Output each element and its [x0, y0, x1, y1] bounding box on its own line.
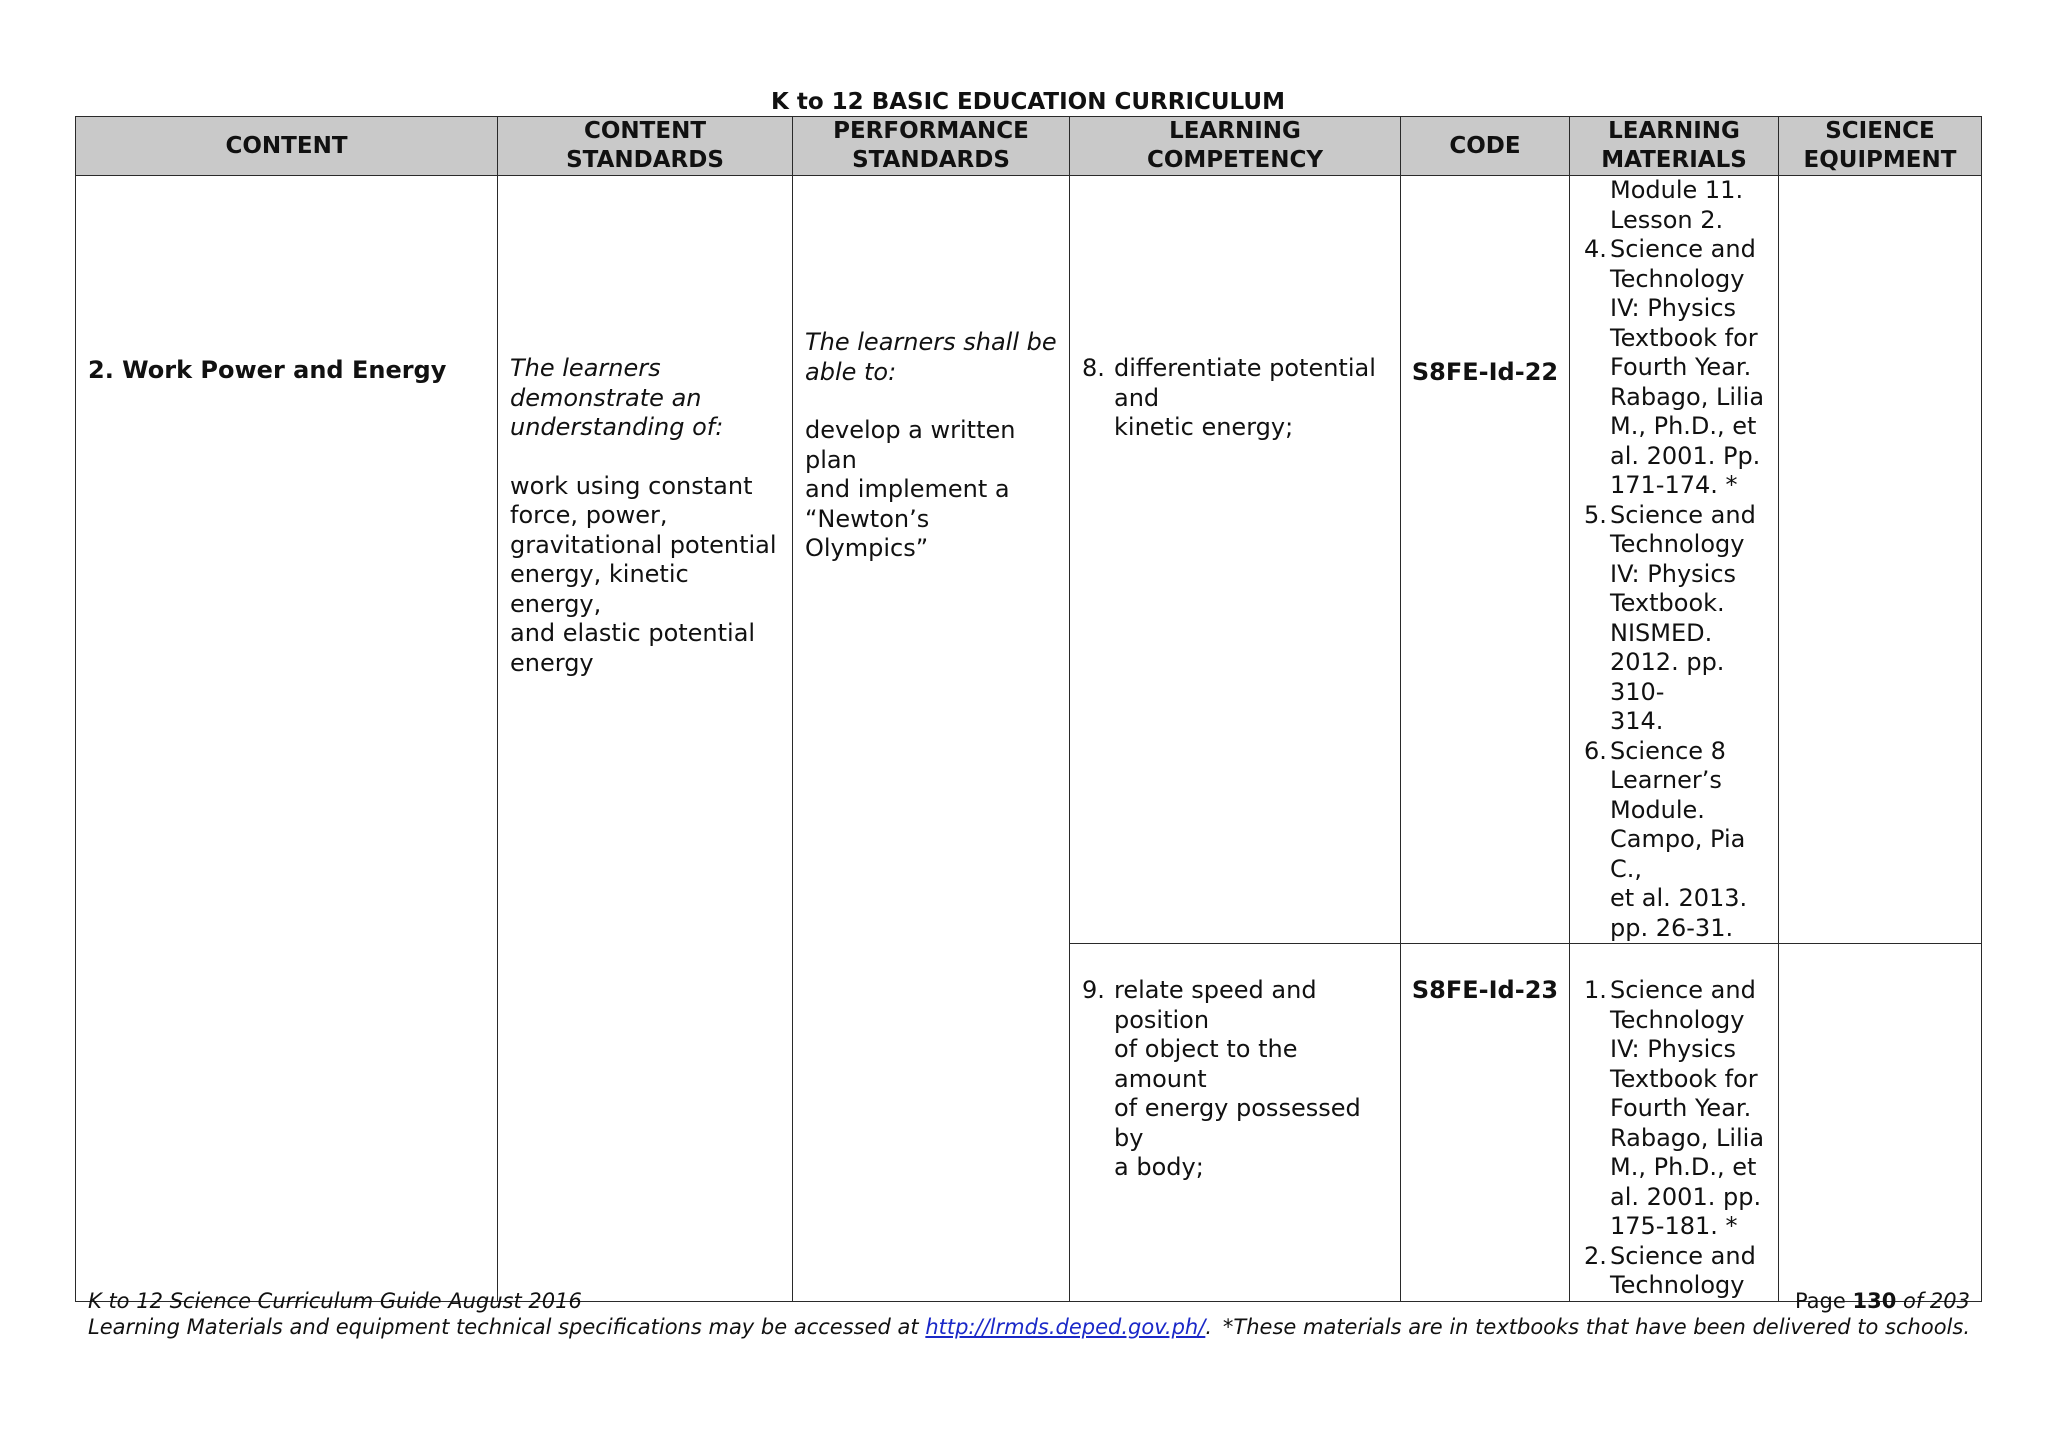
standard-line: develop a written plan — [805, 416, 1016, 474]
material-line: IV: Physics — [1610, 559, 1737, 588]
header-text-line: CONTENT — [583, 118, 707, 144]
material-line: Textbook for — [1610, 1064, 1758, 1093]
performance-standards-cell — [793, 176, 1070, 1302]
material-number: 6. — [1584, 736, 1607, 765]
material-line: Learner’s — [1610, 766, 1722, 794]
material-line: pp. 26-31. — [1610, 913, 1734, 942]
header-science-equipment — [1779, 117, 1982, 176]
competency-cell — [1070, 944, 1401, 1302]
material-line: Science 8 — [1610, 736, 1726, 765]
guide-text: K to 12 Science Curriculum Guide August 2016 — [88, 1289, 582, 1313]
header-content: CONTENT — [76, 117, 498, 176]
page-indicator — [1795, 1288, 1970, 1314]
competency-cell — [1070, 176, 1401, 944]
lrmds-link[interactable]: http://lrmds.deped.gov.ph/ — [925, 1315, 1206, 1339]
material-line: 175-181. * — [1610, 1212, 1738, 1240]
standard-line: energy — [510, 648, 594, 677]
access-text: Learning Materials and equipment technical specifications may be accessed at — [88, 1315, 919, 1339]
header-learning-materials — [1570, 117, 1779, 176]
material-line: 171-174. * — [1610, 471, 1738, 499]
page-number: 130 — [1852, 1289, 1897, 1313]
standard-line: energy, kinetic energy, — [510, 560, 689, 618]
material-line: Technology — [1610, 1005, 1745, 1034]
material-line: Fourth Year. — [1610, 1094, 1752, 1122]
material-line: Technology — [1610, 1271, 1745, 1299]
material-number: 5. — [1584, 500, 1607, 529]
access-end: . — [1205, 1315, 1213, 1339]
material-line: Rabago, Lilia — [1610, 382, 1765, 411]
competency-line: kinetic energy; — [1114, 413, 1294, 441]
material-line: M., Ph.D., et — [1610, 1153, 1757, 1181]
header-text-line: LEARNING — [1608, 118, 1740, 144]
material-number: 2. — [1584, 1241, 1607, 1270]
competency-line: of energy possessed by — [1114, 1094, 1361, 1152]
learning-materials-cell — [1570, 944, 1779, 1302]
material-line: et al. 2013. — [1610, 884, 1748, 912]
curriculum-table — [75, 116, 1982, 1302]
header-text-line: SCIENCE — [1825, 118, 1935, 144]
intro-line: demonstrate an — [510, 383, 702, 412]
material-item — [1584, 737, 1770, 944]
standard-line: work using constant — [510, 471, 753, 500]
table-row — [76, 176, 1982, 944]
page-title: K to 12 BASIC EDUCATION CURRICULUM — [771, 89, 1285, 115]
code-cell: S8FE-Id-22 — [1401, 176, 1570, 944]
material-line: IV: Physics — [1610, 1035, 1737, 1063]
material-line: Technology — [1610, 264, 1745, 293]
standard-line: and implement a — [805, 475, 1010, 503]
material-line: Science and — [1610, 500, 1756, 529]
material-line: M., Ph.D., et — [1610, 412, 1757, 440]
header-text-line: STANDARDS — [852, 147, 1010, 173]
competency-line: relate speed and position — [1114, 976, 1317, 1034]
competency-line: a body; — [1114, 1153, 1204, 1181]
competency-number: 8. — [1082, 354, 1105, 382]
standard-line: and elastic potential — [510, 619, 756, 647]
material-item — [1584, 976, 1770, 1242]
intro-line: able to: — [805, 357, 897, 386]
material-line: Fourth Year. — [1610, 353, 1752, 381]
code-cell: S8FE-Id-23 — [1401, 944, 1570, 1302]
competency-line: of object to the amount — [1114, 1035, 1298, 1093]
material-line: Textbook. — [1610, 589, 1725, 617]
textbook-note: *These materials are in textbooks that have been delivered to schools. — [1222, 1315, 1970, 1339]
standard-line: gravitational potential — [510, 530, 777, 559]
learning-materials-cell — [1570, 176, 1779, 944]
material-line: Science and — [1610, 235, 1756, 263]
header-text-line: EQUIPMENT — [1803, 147, 1957, 173]
material-line: 2012. pp. 310- — [1610, 648, 1725, 706]
standard-line: force, power, — [510, 501, 668, 529]
material-item — [1584, 501, 1770, 737]
page-label: Page — [1794, 1289, 1846, 1313]
material-line: al. 2001. pp. — [1610, 1182, 1762, 1211]
intro-line: The learners — [510, 354, 661, 382]
competency-line: differentiate potential and — [1114, 354, 1376, 412]
material-line: Science and — [1610, 1241, 1756, 1270]
page-total: of 203 — [1903, 1289, 1970, 1313]
material-number: 1. — [1584, 976, 1607, 1004]
header-code: CODE — [1401, 117, 1570, 176]
content-standards-cell — [498, 176, 793, 1302]
material-line: Lesson 2. — [1610, 205, 1724, 234]
header-text-line: PERFORMANCE — [833, 118, 1029, 144]
material-line: 314. — [1610, 707, 1664, 735]
material-line: Module 11. — [1610, 176, 1744, 204]
material-number: 4. — [1584, 235, 1607, 263]
page-footer — [88, 1288, 1970, 1340]
standard-line: “Newton’s Olympics” — [805, 504, 930, 562]
material-line: Technology — [1610, 530, 1745, 558]
material-line: al. 2001. Pp. — [1610, 441, 1761, 470]
access-note — [88, 1314, 1212, 1340]
equipment-cell — [1779, 944, 1982, 1302]
material-item — [1584, 235, 1770, 501]
material-line: NISMED. — [1610, 618, 1713, 647]
header-learning-competency — [1070, 117, 1401, 176]
footer-row — [88, 1314, 1970, 1340]
header-text-line: MATERIALS — [1601, 147, 1747, 173]
material-line: Campo, Pia C., — [1610, 825, 1746, 883]
intro-line: understanding of: — [510, 413, 724, 441]
intro-line: The learners shall be — [805, 328, 1057, 356]
material-line: Science and — [1610, 976, 1756, 1004]
content-cell: 2. Work Power and Energy — [76, 176, 498, 1302]
equipment-cell — [1779, 176, 1982, 944]
material-line: Rabago, Lilia — [1610, 1123, 1765, 1152]
header-row — [76, 117, 1982, 176]
header-text-line: COMPETENCY — [1146, 147, 1324, 173]
header-performance-standards — [793, 117, 1070, 176]
material-line: Textbook for — [1610, 323, 1758, 352]
competency-number: 9. — [1082, 976, 1105, 1004]
header-text-line: LEARNING — [1169, 118, 1301, 144]
material-line: IV: Physics — [1610, 294, 1737, 322]
header-text-line: STANDARDS — [566, 147, 724, 173]
footer-row — [88, 1288, 1970, 1314]
header-content-standards — [498, 117, 793, 176]
material-line: Module. — [1610, 795, 1705, 824]
